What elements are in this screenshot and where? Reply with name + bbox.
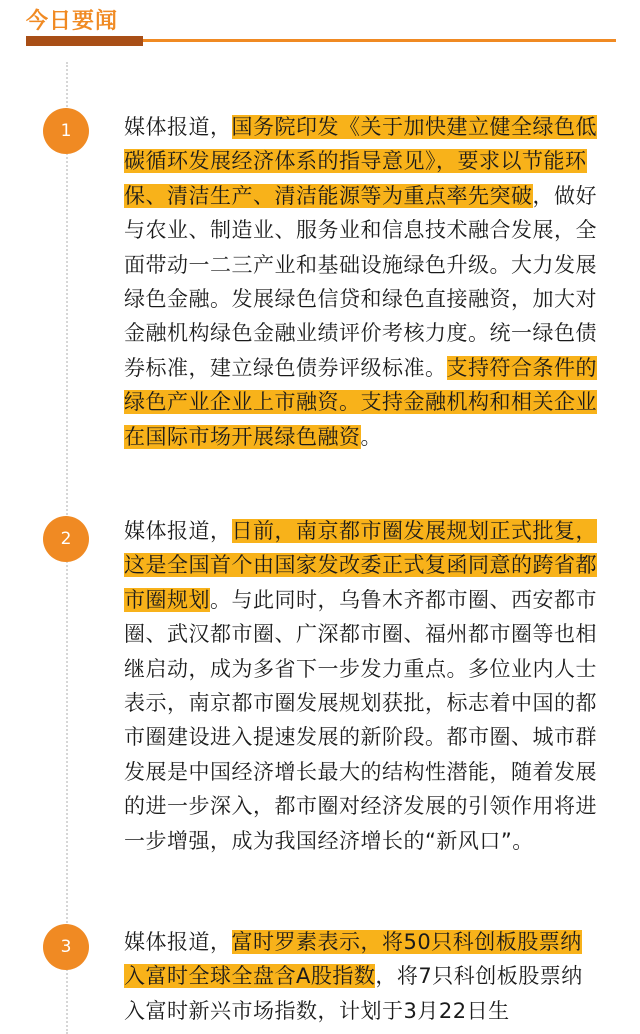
news-paragraph (124, 925, 600, 1028)
news-paragraph (124, 110, 600, 454)
news-highlight-2: 支持符合条件的绿色产业企业上市融资。支持金融机构和相关企业在国际市场开展绿色融资 (124, 355, 597, 449)
news-number-badge: 1 (43, 108, 89, 154)
news-paragraph (124, 514, 600, 858)
news-highlight: 日前，南京都市圈发展规划正式批复，这是全国首个由国家发改委正式复函同意的跨省都市圈规划 (124, 519, 597, 612)
section-header (0, 0, 640, 52)
news-prefix: 媒体报道， (124, 519, 232, 543)
section-title: 今日要闻 (26, 9, 119, 34)
news-body: ，做好与农业、制造业、服务业和信息技术融合发展，全面带动一二三产业和基础设施绿色升级。大力发展绿色金融。发展绿色信贷和绿色直接融资，加大对金融机构绿色金融业绩评价考核力度。统一绿色债券标准，建立绿色债券评级标准。 (124, 183, 597, 380)
news-prefix: 媒体报道， (124, 115, 232, 139)
news-number-badge: 2 (43, 516, 89, 562)
news-highlight: 国务院印发《关于加快建立健全绿色低碳循环发展经济体系的指导意见》，要求以节能环保、清洁生产、清洁能源等为重点率先突破 (124, 115, 597, 208)
news-body: 。与此同时，乌鲁木齐都市圈、西安都市圈、武汉都市圈、广深都市圈、福州都市圈等也相继启动，成为多省下一步发力重点。多位业内人士表示，南京都市圈发展规划获批，标志着中国的都市圈建设进入提速发展的新阶段。都市圈、城市群发展是中国经济增长最大的结构性潜能，随着发展的进一步深入，都市圈对经济发展的引领作用将进一步增强，成为我国经济增长的“新风口”。 (124, 587, 597, 853)
header-accent-bar (26, 36, 143, 46)
news-highlight: 富时罗素表示，将50只科创板股票纳入富时全球全盘含A股指数 (124, 930, 582, 989)
news-prefix: 媒体报道， (124, 930, 232, 954)
news-body: ，将7只科创板股票纳入富时新兴市场指数，计划于3月22日生 (124, 964, 583, 1023)
news-number-badge: 3 (43, 924, 89, 970)
news-suffix: 。 (360, 424, 382, 449)
